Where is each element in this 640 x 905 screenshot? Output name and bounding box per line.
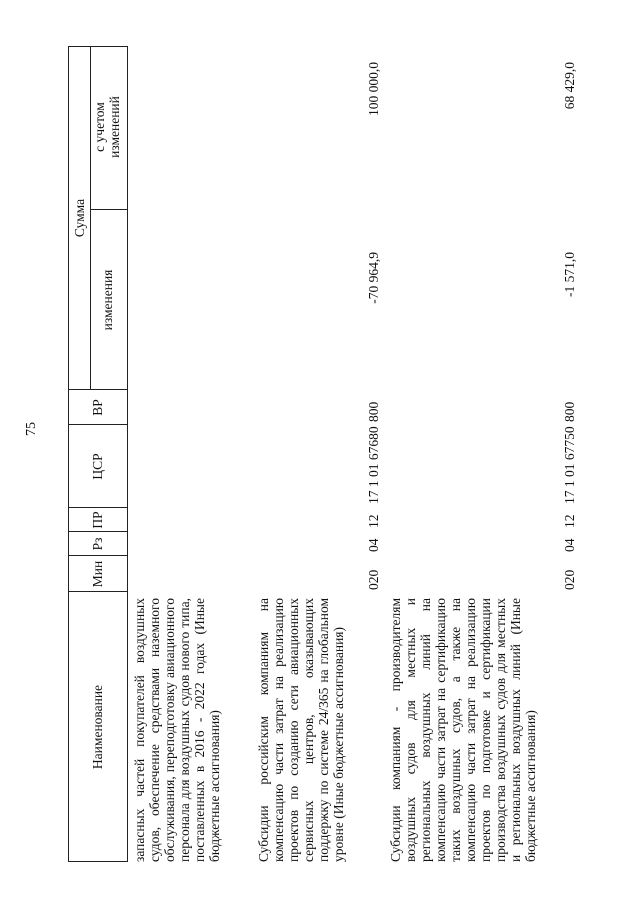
table-header [68,46,128,862]
header-with-changes: с учетом изменений [92,96,122,158]
header-vr: ВР [90,399,105,416]
row-csr: 17 1 01 67750 [562,426,577,504]
row-min: 020 [366,569,381,590]
row-vr: 800 [562,401,577,422]
header-pr: ПР [90,511,105,529]
row-changes: -70 964,9 [366,252,381,304]
row-name: Субсидии российским компаниям на компенсацию части затрат на реализацию проектов по созданию сети авиационных сервисных центров, оказывающих поддержку по системе 24/365 на глобальном уровне (Иные бюджетные ассигнования) [256,598,346,862]
row-vr: 800 [366,401,381,422]
header-name: Наименование [90,684,105,770]
page-number: 75 [24,422,39,436]
header-sum-divider [90,46,91,390]
table-row [132,46,252,862]
budget-table [68,46,628,862]
header-sum: Сумма [72,198,87,238]
table-row [388,46,598,862]
table-row [256,46,384,862]
row-min: 020 [562,569,577,590]
row-pr: 12 [562,514,577,528]
row-pr: 12 [366,514,381,528]
header-min: Мин [90,560,105,588]
header-csr: ЦСР [90,453,105,480]
row-name: Субсидии компаниям - производителям воздушных судов для местных и региональных воздушных линий на компенсацию части затрат на сертификацию таких воздушных судов, а также на компенсацию части затрат на реализацию проектов по подготовке и сертификации производства воздушных судов для местных и региональных воздушных линий (Иные бюджетные ассигнования) [388,598,538,862]
row-csr: 17 1 01 67680 [366,426,381,504]
row-with-changes: 68 429,0 [562,62,577,110]
row-rz: 04 [562,538,577,552]
header-top-border [68,46,69,862]
row-changes: -1 571,0 [562,252,577,297]
row-with-changes: 100 000,0 [366,62,381,116]
row-name: запасных частей покупателей воздушных судов, обеспечение средствами наземного обслуживания, переподготовку авиационного персонала для воздушных судов нового типа, поставленных в 2016 - 2022 годах (Иные бюджетные ассигнования) [132,598,222,862]
header-changes: изменения [100,269,115,331]
row-rz: 04 [366,538,381,552]
header-rz: Рз [90,537,105,551]
